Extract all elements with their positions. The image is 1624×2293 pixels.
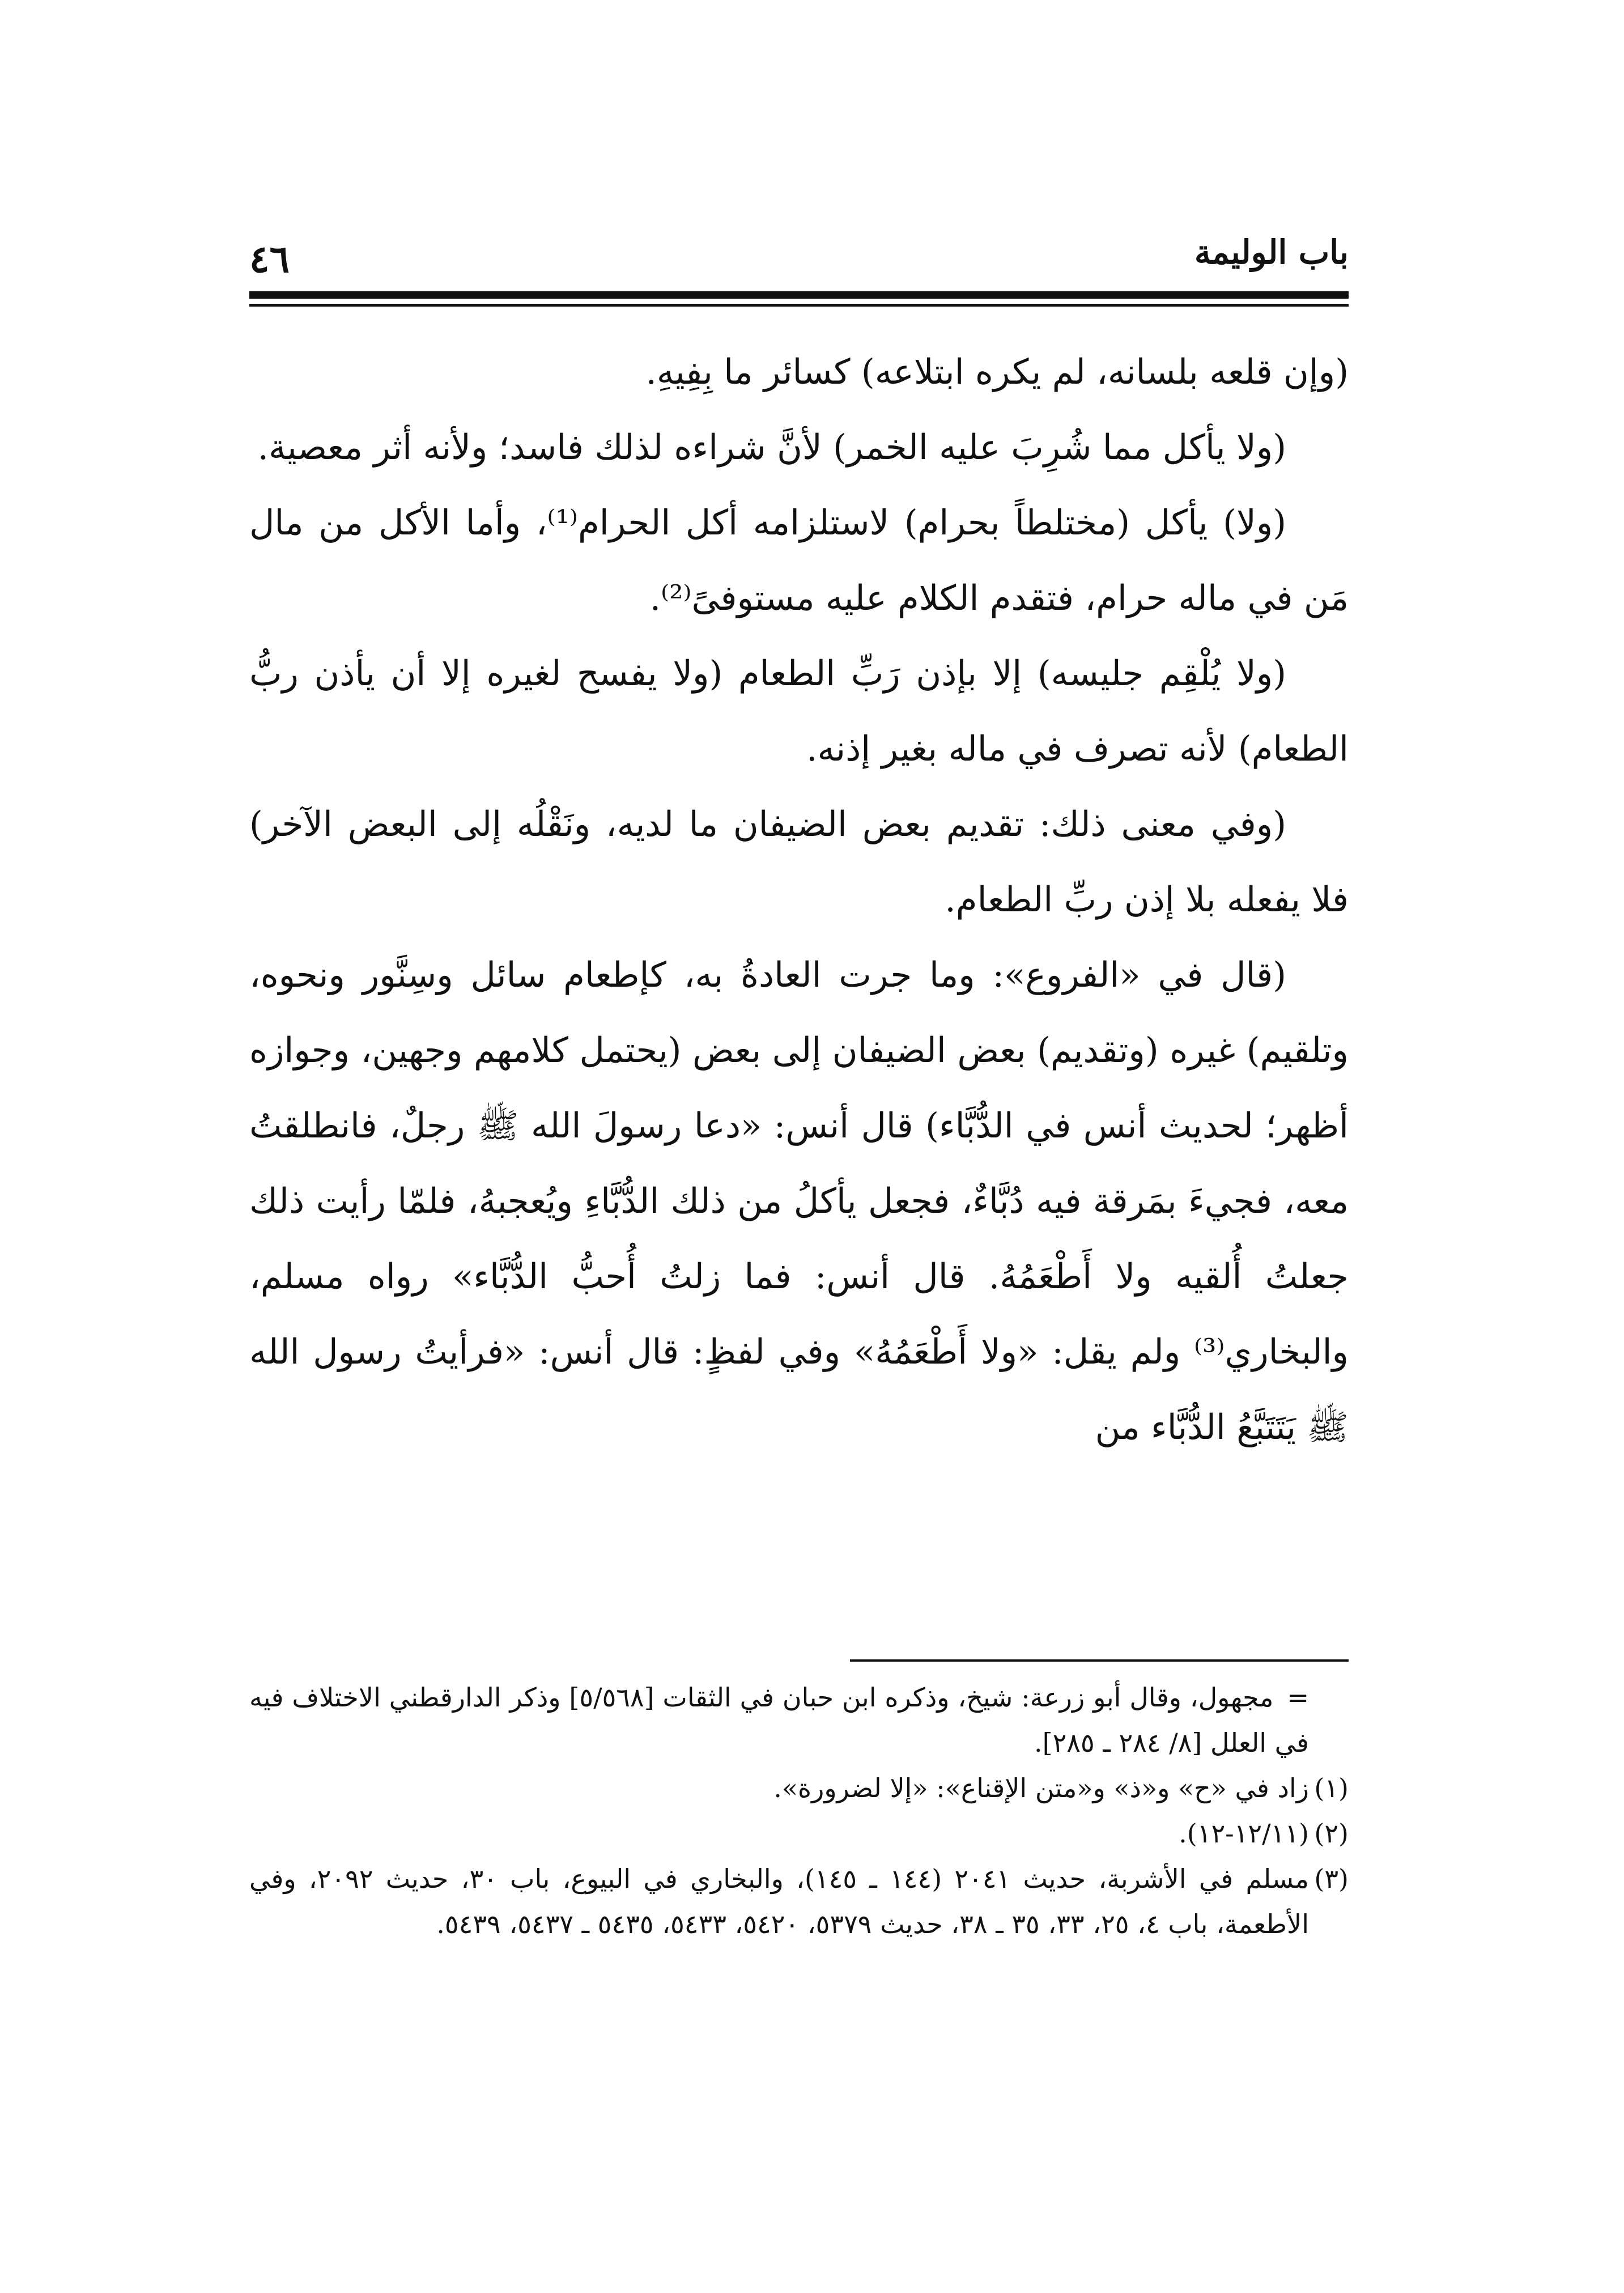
paragraph: (قال في «الفروع»: وما جرت العادةُ به، كإطعام سائل وسِنَّور ونحوه، وتلقيم) غيره (وتقديم) بعض الضيفان إلى بعض (يحتمل كلامهم وجهين، وجوازه أظهر؛ لحديث أنس في الدُّبَّاء) قال أنس: «دعا رسولَ الله ﷺ رجلٌ، فانطلقتُ معه، فجيءَ بمَرقة فيه دُبَّاءٌ، فجعل يأكلُ من ذلك الدُّبَّاءِ ويُعجبهُ، فلمّا رأيت ذلك جعلتُ أُلقيه ولا أَطْعَمُهُ. قال أنس: فما زلتُ أُحبُّ الدُّبَّاء» رواه مسلم، والبخاري⁽³⁾ ولم يقل: «ولا أَطْعَمُهُ» وفي لفظٍ: قال أنس: «فرأيتُ رسول الله ﷺ يَتَتَبَّعُ الدُّبَّاء من [249, 955, 1349, 1447]
paragraph: (ولا) يأكل (مختلطاً بحرام) لاستلزامه أكل الحرام⁽¹⁾، وأما الأكل من مال مَن في ماله حرام، فتقدم الكلام عليه مستوفىً⁽²⁾. [249, 503, 1349, 618]
footnote-text: مجهول، وقال أبو زرعة: شيخ، وذكره ابن حبان في الثقات [٥/٥٦٨] وذكر الدارقطني الاختلاف فيه في العلل [٨/ ٢٨٤ ـ ٢٨٥]. [249, 1682, 1309, 1758]
main-text [249, 334, 1349, 1465]
page-number: ٤٦ [249, 237, 290, 281]
continuation-marker: = [1287, 1682, 1309, 1713]
paragraph: (ولا يُلْقِم جليسه) إلا بإذن رَبِّ الطعام (ولا يفسح لغيره إلا أن يأذن ربُّ الطعام) لأنه تصرف في ماله بغير إذنه. [249, 653, 1349, 769]
running-title: باب الوليمة [1194, 233, 1349, 271]
paragraph: (ولا يأكل مما شُرِبَ عليه الخمر) لأنَّ شراءه لذلك فاسد؛ ولأنه أثر معصية. [257, 427, 1286, 468]
footnote-text: زاد في «ح» و«ذ» و«متن الإقناع»: «إلا لضرورة». [773, 1773, 1309, 1803]
footnote-continuation [249, 1675, 1349, 1765]
footnote-item [249, 1765, 1349, 1811]
footnote-number: (٢) [1314, 1818, 1349, 1849]
paragraph: (وفي معنى ذلك: تقديم بعض الضيفان ما لديه، ونَقْلُه إلى البعض الآخر) فلا يفعله بلا إذن ربِّ الطعام. [249, 804, 1349, 920]
header-rule-thick [249, 291, 1349, 299]
header-rule-thin [249, 304, 1349, 307]
footnote-text: مسلم في الأشربة، حديث ٢٠٤١ (١٤٤ ـ ١٤٥)، والبخاري في البيوع، باب ٣٠، حديث ٢٠٩٢، وفي الأطعمة، باب ٤، ٢٥، ٣٣، ٣٥ ـ ٣٨، حديث ٥٣٧٩، ٥٤٢٠، ٥٤٣٣، ٥٤٣٥ ـ ٥٤٣٧، ٥٤٣٩. [249, 1863, 1309, 1939]
footnote-number: (٣) [1314, 1863, 1349, 1894]
paragraph: (وإن قلعه بلسانه، لم يكره ابتلاعه) كسائر ما بِفِيهِ. [645, 352, 1349, 392]
footnote-item [249, 1856, 1349, 1947]
page-header [249, 227, 1349, 281]
footnote-text: (١٢/١١-١٢). [1179, 1818, 1309, 1849]
footnote-item [249, 1811, 1349, 1856]
footnote-number: (١) [1314, 1773, 1349, 1803]
footnotes [249, 1675, 1349, 1947]
footnote-separator [850, 1659, 1349, 1662]
